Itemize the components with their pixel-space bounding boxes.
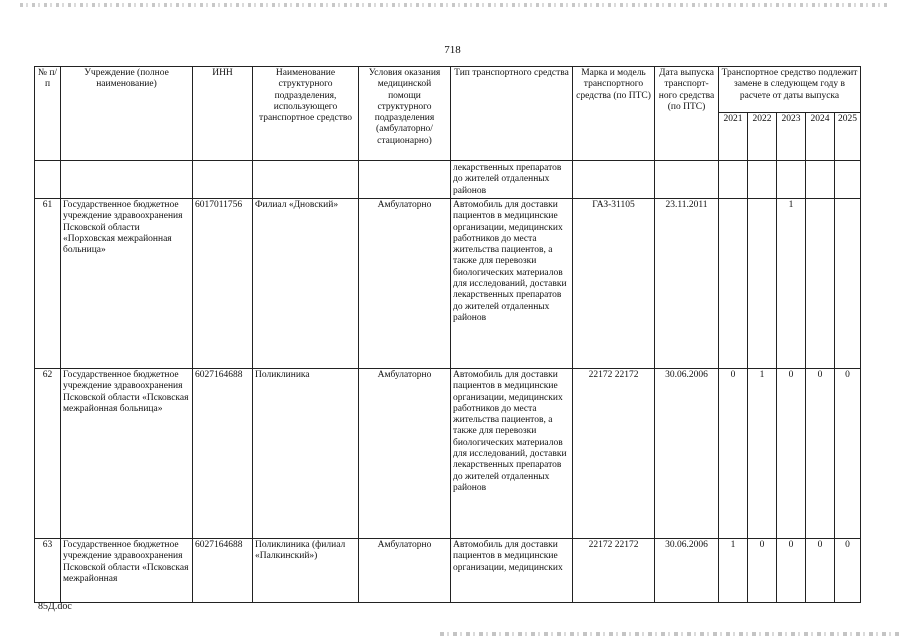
table-row bbox=[35, 199, 861, 369]
cell-inn: 6027164688 bbox=[193, 369, 253, 539]
header-row bbox=[35, 67, 861, 113]
header-replace-group: Транспортное средство подлежит замене в следующем году в расчете от даты выпуска bbox=[719, 67, 861, 113]
table-row-continuation bbox=[35, 161, 861, 199]
header-institution: Учреждение (полное наименование) bbox=[61, 67, 193, 161]
cell-year bbox=[719, 199, 748, 369]
cell-year: 0 bbox=[835, 369, 861, 539]
cell-model: 22172 22172 bbox=[573, 369, 655, 539]
cell-subdivision: Филиал «Дновский» bbox=[253, 199, 359, 369]
header-year: 2024 bbox=[806, 113, 835, 161]
cell-num: 62 bbox=[35, 369, 61, 539]
cell-year: 0 bbox=[777, 369, 806, 539]
cell-issue-date: 30.06.2006 bbox=[655, 369, 719, 539]
cell-year: 0 bbox=[777, 539, 806, 603]
header-conditions: Условия оказания медицинской помощи структурного подразделения (амбулаторно/ стационарно) bbox=[359, 67, 451, 161]
cell-inn: 6017011756 bbox=[193, 199, 253, 369]
cell-model: ГАЗ-31105 bbox=[573, 199, 655, 369]
cell-year: 0 bbox=[719, 369, 748, 539]
cell-inn: 6027164688 bbox=[193, 539, 253, 603]
cell-issue-date: 23.11.2011 bbox=[655, 199, 719, 369]
vehicle-registry-table bbox=[34, 66, 861, 603]
cell-year bbox=[748, 199, 777, 369]
table-row bbox=[35, 369, 861, 539]
header-inn: ИНН bbox=[193, 67, 253, 161]
scan-artifact-top bbox=[20, 3, 890, 7]
header-num: № п/п bbox=[35, 67, 61, 161]
cell-year: 0 bbox=[806, 369, 835, 539]
table-row bbox=[35, 539, 861, 603]
cell-subdivision: Поликлиника (филиал «Палкинский») bbox=[253, 539, 359, 603]
cell-year bbox=[835, 199, 861, 369]
header-model: Марка и модель транспортного средства (по ПТС) bbox=[573, 67, 655, 161]
page-number: 718 bbox=[444, 44, 461, 56]
cell-conditions: Амбулаторно bbox=[359, 199, 451, 369]
cell-vehicle-type: Автомобиль для доставки пациентов в медицинские организации, медицинских работников до места жительства пациентов, а также для перевозки биологических материалов для исследований, доставки лекарственных препаратов до жителей отдаленных районов bbox=[451, 199, 573, 369]
cell-year: 0 bbox=[806, 539, 835, 603]
header-issue-date: Дата выпуска транспорт- ного средства (по ПТС) bbox=[655, 67, 719, 161]
cell-year: 1 bbox=[777, 199, 806, 369]
cell-institution: Государственное бюджетное учреждение здравоохранения Псковской области «Порховская межрайонная больница» bbox=[61, 199, 193, 369]
header-year: 2025 bbox=[835, 113, 861, 161]
cell-num: 63 bbox=[35, 539, 61, 603]
cell-vehicle-type: Автомобиль для доставки пациентов в медицинские организации, медицинских работников до места жительства пациентов, а также для перевозки биологических материалов для исследований, доставки лекарственных препаратов до жителей отдаленных районов bbox=[451, 369, 573, 539]
cell-year: 0 bbox=[748, 539, 777, 603]
cell-model: 22172 22172 bbox=[573, 539, 655, 603]
cell-year bbox=[806, 199, 835, 369]
cell-vehicle-type: лекарственных препаратов до жителей отдаленных районов bbox=[451, 161, 573, 199]
footer-filename: 85Д.doc bbox=[38, 601, 72, 612]
cell-num: 61 bbox=[35, 199, 61, 369]
cell-conditions: Амбулаторно bbox=[359, 539, 451, 603]
header-year: 2023 bbox=[777, 113, 806, 161]
cell-year: 0 bbox=[835, 539, 861, 603]
cell-institution: Государственное бюджетное учреждение здравоохранения Псковской области «Псковская межрайонная bbox=[61, 539, 193, 603]
cell-subdivision: Поликлиника bbox=[253, 369, 359, 539]
cell-year: 1 bbox=[719, 539, 748, 603]
header-vehicle-type: Тип транспортного средства bbox=[451, 67, 573, 161]
scan-artifact-bottom bbox=[440, 632, 900, 636]
cell-conditions: Амбулаторно bbox=[359, 369, 451, 539]
header-year: 2021 bbox=[719, 113, 748, 161]
header-subdivision: Наименование структурного подразделения, использующего транспортное средство bbox=[253, 67, 359, 161]
header-year: 2022 bbox=[748, 113, 777, 161]
cell-institution: Государственное бюджетное учреждение здравоохранения Псковской области «Псковская межрайонная больница» bbox=[61, 369, 193, 539]
cell-issue-date: 30.06.2006 bbox=[655, 539, 719, 603]
cell-vehicle-type: Автомобиль для доставки пациентов в медицинские организации, медицинских bbox=[451, 539, 573, 603]
cell-year: 1 bbox=[748, 369, 777, 539]
